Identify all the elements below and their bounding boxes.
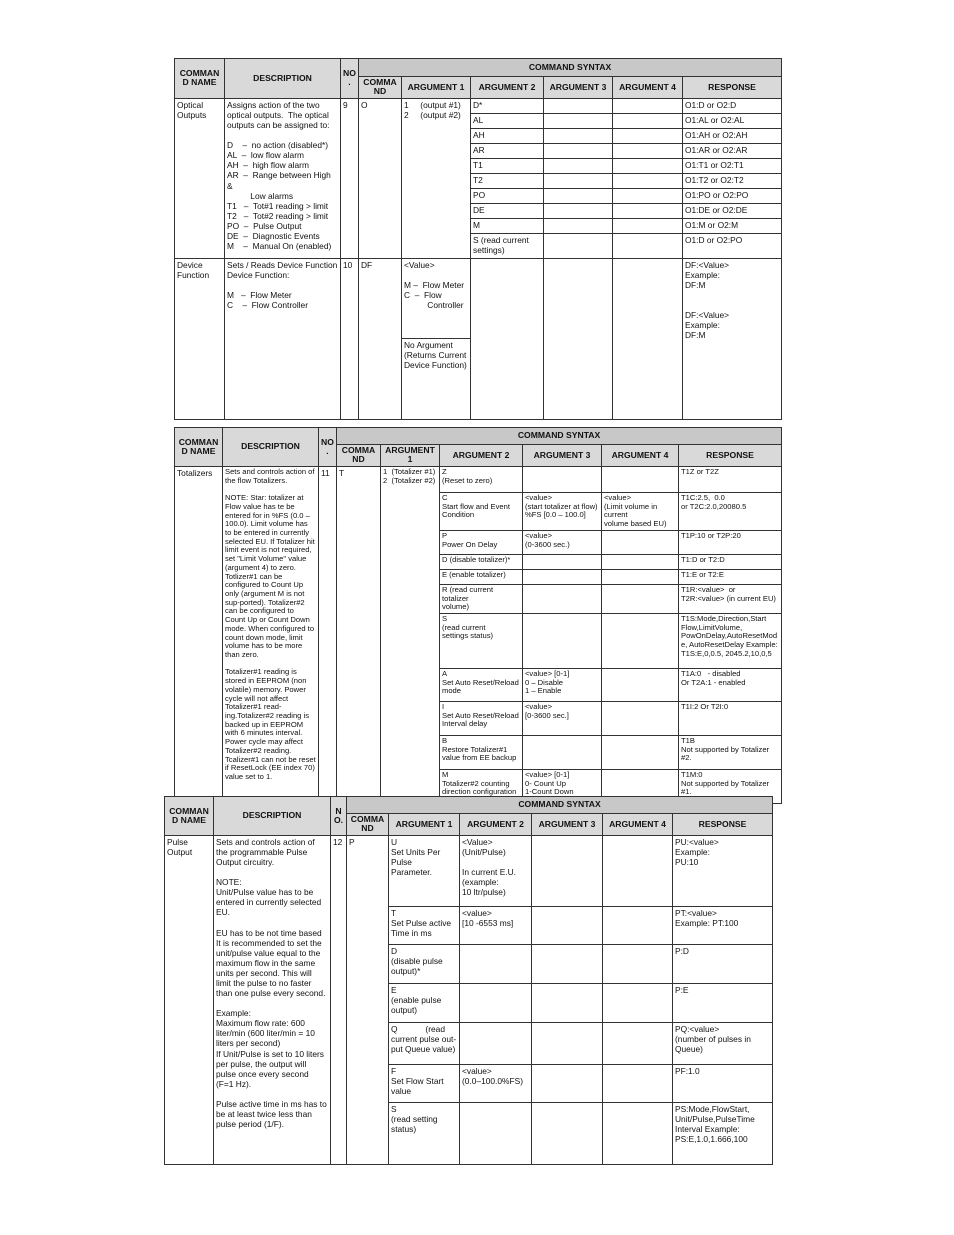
optical-arg4-cell	[613, 158, 683, 173]
totalizer-arg2-cell: I Set Auto Reset/Reload Interval delay	[440, 701, 523, 735]
optical-command-name: Optical Outputs	[175, 98, 225, 258]
header-response: RESPONSE	[673, 814, 773, 836]
totalizer-arg2-cell: E (enable totalizer)	[440, 569, 523, 584]
optical-response-cell: O1:M or O2:M	[683, 218, 782, 233]
device-command: DF	[359, 258, 402, 419]
header-command-syntax: COMMAND SYNTAX	[347, 797, 773, 814]
optical-arg3-cell	[544, 158, 613, 173]
device-arg3-cell	[544, 258, 613, 419]
pulse-arg1-cell: S (read setting status)	[389, 1102, 460, 1164]
totalizer-command-table	[174, 427, 782, 804]
pulse-arg2-cell: <value> [10 -6553 ms]	[460, 906, 532, 944]
optical-response-cell: O1:DE or O2:DE	[683, 203, 782, 218]
header-command-name: COMMAND NAME	[165, 797, 214, 836]
totalizer-response-cell: T1:E or T2:E	[679, 569, 782, 584]
totalizer-command: T	[337, 466, 381, 803]
totalizer-arg2-cell: R (read current totalizer volume)	[440, 584, 523, 613]
pulse-arg3-cell	[532, 1102, 603, 1164]
optical-description: Assigns action of the two optical outputs. The optical outputs can be assigned to: D – no action (disabled*) AL – low flow alarm AH – high flow alarm AR – Range between High & Low alarms T1 – Tot#1 reading > limit T2 – Tot#2 reading > limit PO – Pulse Output DE – Diagnostic Events M – Manual On (enabled)	[225, 98, 341, 258]
device-arg2-cell	[471, 258, 544, 419]
optical-response-cell: O1:PO or O2:PO	[683, 188, 782, 203]
optical-arg3-cell	[544, 113, 613, 128]
optical-arg3-cell	[544, 173, 613, 188]
totalizer-response-cell: T1M:0 Not supported by Totalizer #1.	[679, 769, 782, 803]
pulse-arg3-cell	[532, 906, 603, 944]
optical-arg3-cell	[544, 98, 613, 113]
pulse-arg3-cell	[532, 983, 603, 1022]
optical-response-cell: O1:T1 or O2:T1	[683, 158, 782, 173]
optical-arg4-cell	[613, 98, 683, 113]
header-no: NO.	[331, 797, 347, 836]
totalizer-arg2-cell: B Restore Totalizer#1 value from EE backup	[440, 735, 523, 769]
header-response: RESPONSE	[683, 77, 782, 99]
totalizer-arg2-cell: Z (Reset to zero)	[440, 466, 523, 492]
pulse-output-command-table	[164, 796, 773, 1165]
totalizer-arg3-cell	[523, 584, 602, 613]
device-description: Sets / Reads Device Function Device Function: M – Flow Meter C – Flow Controller	[225, 258, 341, 419]
totalizer-arg3-cell	[523, 466, 602, 492]
totalizer-response-cell: T1P:10 or T2P:20	[679, 530, 782, 554]
optical-arg4-cell	[613, 143, 683, 158]
totalizer-arg3-cell: <value> [0-1] 0 – Disable 1 – Enable	[523, 668, 602, 701]
pulse-arg1-cell: F Set Flow Start value	[389, 1064, 460, 1102]
header-description: DESCRIPTION	[214, 797, 331, 836]
pulse-command-name: Pulse Output	[165, 835, 214, 1164]
header-no: NO.	[341, 59, 359, 99]
pulse-arg3-cell	[532, 944, 603, 983]
pulse-arg4-cell	[603, 944, 673, 983]
optical-response-cell: O1:D or O2:PO	[683, 233, 782, 258]
totalizer-arg3-cell: <value> [0-1] 0- Count Up 1-Count Down	[523, 769, 602, 803]
header-argument4: ARGUMENT 4	[613, 77, 683, 99]
totalizer-response-cell: T1B Not supported by Totalizer #2.	[679, 735, 782, 769]
totalizer-arg2-cell: P Power On Delay	[440, 530, 523, 554]
optical-arg2-cell: DE	[471, 203, 544, 218]
header-response: RESPONSE	[679, 445, 782, 467]
totalizer-command-name: Totalizers	[175, 466, 223, 803]
pulse-response-cell: PS:Mode,FlowStart, Unit/Pulse,PulseTime Interval Example: PS:E,1.0,1.666,100	[673, 1102, 773, 1164]
pulse-response-cell: P:D	[673, 944, 773, 983]
totalizer-arg3-cell: <value> [0-3600 sec.]	[523, 701, 602, 735]
totalizer-arg4-cell	[602, 613, 679, 668]
totalizer-arg4-cell	[602, 466, 679, 492]
totalizer-arg4-cell	[602, 530, 679, 554]
pulse-arg4-cell	[603, 1022, 673, 1064]
totalizer-arg4-cell	[602, 701, 679, 735]
header-argument1: ARGUMENT 1	[381, 445, 440, 467]
optical-arg3-cell	[544, 233, 613, 258]
optical-response-cell: O1:AL or O2:AL	[683, 113, 782, 128]
pulse-arg2-cell: <Value> (Unit/Pulse) In current E.U. (example: 10 ltr/pulse)	[460, 835, 532, 906]
totalizer-arg2-cell: S (read current settings status)	[440, 613, 523, 668]
optical-device-command-table	[174, 58, 782, 420]
optical-response-cell: O1:D or O2:D	[683, 98, 782, 113]
optical-arg4-cell	[613, 113, 683, 128]
totalizer-arg2-cell: C Start flow and Event Condition	[440, 492, 523, 530]
totalizer-response-cell: T1Z or T2Z	[679, 466, 782, 492]
totalizer-arg3-cell	[523, 735, 602, 769]
header-argument4: ARGUMENT 4	[603, 814, 673, 836]
optical-arg2-cell: AR	[471, 143, 544, 158]
header-command-name: COMMAND NAME	[175, 428, 223, 467]
optical-no: 9	[341, 98, 359, 258]
pulse-arg4-cell	[603, 1102, 673, 1164]
pulse-arg4-cell	[603, 835, 673, 906]
optical-arg2-cell: T2	[471, 173, 544, 188]
header-argument1: ARGUMENT 1	[402, 77, 471, 99]
pulse-arg2-cell: <value> (0.0–100.0%FS)	[460, 1064, 532, 1102]
optical-arg4-cell	[613, 173, 683, 188]
pulse-response-cell: P:E	[673, 983, 773, 1022]
pulse-arg1-cell: E (enable pulse output)	[389, 983, 460, 1022]
totalizer-arg2-cell: A Set Auto Reset/Reload mode	[440, 668, 523, 701]
pulse-arg2-cell	[460, 944, 532, 983]
header-command: COMMAND	[337, 445, 381, 467]
header-argument3: ARGUMENT 3	[544, 77, 613, 99]
header-description: DESCRIPTION	[225, 59, 341, 99]
pulse-arg3-cell	[532, 835, 603, 906]
header-argument3: ARGUMENT 3	[532, 814, 603, 836]
totalizer-response-cell: T1I:2 Or T2I:0	[679, 701, 782, 735]
optical-arg4-cell	[613, 128, 683, 143]
totalizer-response-cell: T1A:0 - disabled Or T2A:1 - enabled	[679, 668, 782, 701]
pulse-arg4-cell	[603, 906, 673, 944]
optical-arg2-cell: T1	[471, 158, 544, 173]
pulse-arg1-cell: U Set Units Per Pulse Parameter.	[389, 835, 460, 906]
optical-response-cell: O1:T2 or O2:T2	[683, 173, 782, 188]
optical-arg2-cell: S (read current settings)	[471, 233, 544, 258]
totalizer-arg4-cell: <value> (Limit volume in current volume based EU)	[602, 492, 679, 530]
header-argument2: ARGUMENT 2	[471, 77, 544, 99]
header-command-syntax: COMMAND SYNTAX	[359, 59, 782, 77]
pulse-arg1-cell: D (disable pulse output)*	[389, 944, 460, 983]
device-argument1-no-arg: No Argument (Returns Current Device Function)	[402, 338, 471, 419]
totalizer-arg4-cell	[602, 668, 679, 701]
totalizer-argument1: 1 (Totalizer #1) 2 (Totalizer #2)	[381, 466, 440, 803]
pulse-arg1-cell: T Set Pulse active Time in ms	[389, 906, 460, 944]
optical-response-cell: O1:AR or O2:AR	[683, 143, 782, 158]
header-argument4: ARGUMENT 4	[602, 445, 679, 467]
optical-argument1: 1 (output #1) 2 (output #2)	[402, 98, 471, 258]
header-description: DESCRIPTION	[223, 428, 319, 467]
pulse-arg3-cell	[532, 1064, 603, 1102]
pulse-response-cell: PU:<value> Example: PU:10	[673, 835, 773, 906]
header-argument2: ARGUMENT 2	[440, 445, 523, 467]
header-argument1: ARGUMENT 1	[389, 814, 460, 836]
pulse-arg2-cell	[460, 983, 532, 1022]
totalizer-arg4-cell	[602, 569, 679, 584]
totalizer-arg2-cell: M Totalizer#2 counting direction configuration	[440, 769, 523, 803]
optical-arg3-cell	[544, 128, 613, 143]
optical-arg3-cell	[544, 188, 613, 203]
pulse-response-cell: PQ:<value> (number of pulses in Queue)	[673, 1022, 773, 1064]
totalizer-arg3-cell: <value> (0-3600 sec.)	[523, 530, 602, 554]
pulse-arg4-cell	[603, 1064, 673, 1102]
header-no: NO.	[319, 428, 337, 467]
pulse-arg3-cell	[532, 1022, 603, 1064]
optical-arg2-cell: AL	[471, 113, 544, 128]
totalizer-description: Sets and controls action of the flow Totalizers. NOTE: Star: totalizer at Flow value has te be entered for in %FS (0.0 – 100.0). Limit volume has to be entered in currently selected EU. If Totalizer hit limit event is not required, set "Limit Volume" value (argument 4) to zero. Totlizer#1 can be configured to Count Up only (argument M is not sup-ported). Totalizer#2 can be configured to Count Up or Count Down mode. When configured to count down mode, limit volume has to be more than zero. Totalizer#1 reading is stored in EEPROM (non volatile) memory. Power cycle will not affect Totalizer#1 read-ing.Totalizer#2 reading is backed up in EEPROM with 6 minutes interval. Power cycle may affect Totalizer#2 reading. Tcalizer#1 can not be reset if ResetLock (EE index 70) value set to 1.	[223, 466, 319, 803]
pulse-command: P	[347, 835, 389, 1164]
totalizer-arg2-cell: D (disable totalizer)*	[440, 554, 523, 569]
totalizer-arg4-cell	[602, 735, 679, 769]
device-command-name: Device Function	[175, 258, 225, 419]
optical-arg2-cell: PO	[471, 188, 544, 203]
optical-arg4-cell	[613, 203, 683, 218]
header-argument2: ARGUMENT 2	[460, 814, 532, 836]
device-response: DF:<Value> Example: DF:M DF:<Value> Example: DF:M	[683, 258, 782, 419]
totalizer-arg4-cell	[602, 584, 679, 613]
optical-command: O	[359, 98, 402, 258]
pulse-arg2-cell	[460, 1102, 532, 1164]
pulse-arg1-cell: Q (read current pulse out- put Queue value)	[389, 1022, 460, 1064]
header-command-name: COMMAND NAME	[175, 59, 225, 99]
totalizer-arg3-cell	[523, 554, 602, 569]
optical-arg4-cell	[613, 233, 683, 258]
optical-arg3-cell	[544, 143, 613, 158]
pulse-response-cell: PT:<value> Example: PT:100	[673, 906, 773, 944]
totalizer-arg3-cell	[523, 569, 602, 584]
pulse-no: 12	[331, 835, 347, 1164]
totalizer-response-cell: T1C:2.5, 0.0 or T2C:2.0,20080.5	[679, 492, 782, 530]
totalizer-no: 11	[319, 466, 337, 803]
header-command-syntax: COMMAND SYNTAX	[337, 428, 782, 445]
device-arg4-cell	[613, 258, 683, 419]
optical-arg2-cell: AH	[471, 128, 544, 143]
header-command: COMMAND	[359, 77, 402, 99]
optical-arg3-cell	[544, 203, 613, 218]
pulse-description: Sets and controls action of the programmable Pulse Output circuitry. NOTE: Unit/Pulse value has to be entered in currently selected EU. EU has to be not time based It is recommended to set the unit/pulse value equal to the maximum flow in the same units per second. This will limit the pulse to no faster than one pulse every second. Example: Maximum flow rate: 600 liter/min (600 liter/min = 10 liters per second) If Unit/Pulse is set to 10 liters per pulse, the output will pulse once every second (F=1 Hz). Pulse active time in ms has to be at least twice less than pulse period (1/F).	[214, 835, 331, 1164]
optical-arg4-cell	[613, 188, 683, 203]
pulse-arg2-cell	[460, 1022, 532, 1064]
device-argument1-value: <Value> M – Flow Meter C – Flow Controller	[402, 258, 471, 338]
header-command: COMMAND	[347, 814, 389, 836]
totalizer-response-cell: T1R:<value> or T2R:<value> (in current EU)	[679, 584, 782, 613]
totalizer-response-cell: T1:D or T2:D	[679, 554, 782, 569]
optical-arg2-cell: D*	[471, 98, 544, 113]
pulse-arg4-cell	[603, 983, 673, 1022]
optical-arg4-cell	[613, 218, 683, 233]
totalizer-arg4-cell	[602, 554, 679, 569]
optical-arg2-cell: M	[471, 218, 544, 233]
device-no: 10	[341, 258, 359, 419]
pulse-response-cell: PF:1.0	[673, 1064, 773, 1102]
optical-arg3-cell	[544, 218, 613, 233]
header-argument3: ARGUMENT 3	[523, 445, 602, 467]
totalizer-response-cell: T1S:Mode,Direction,Start Flow,LimitVolume, PowOnDelay,AutoResetMode, AutoResetDelay Example: T1S:E,0,0.5, 2045.2,10,0,5	[679, 613, 782, 668]
totalizer-arg3-cell: <value> (start totalizer at flow) %FS [0.0 – 100.0]	[523, 492, 602, 530]
totalizer-arg3-cell	[523, 613, 602, 668]
optical-response-cell: O1:AH or O2:AH	[683, 128, 782, 143]
